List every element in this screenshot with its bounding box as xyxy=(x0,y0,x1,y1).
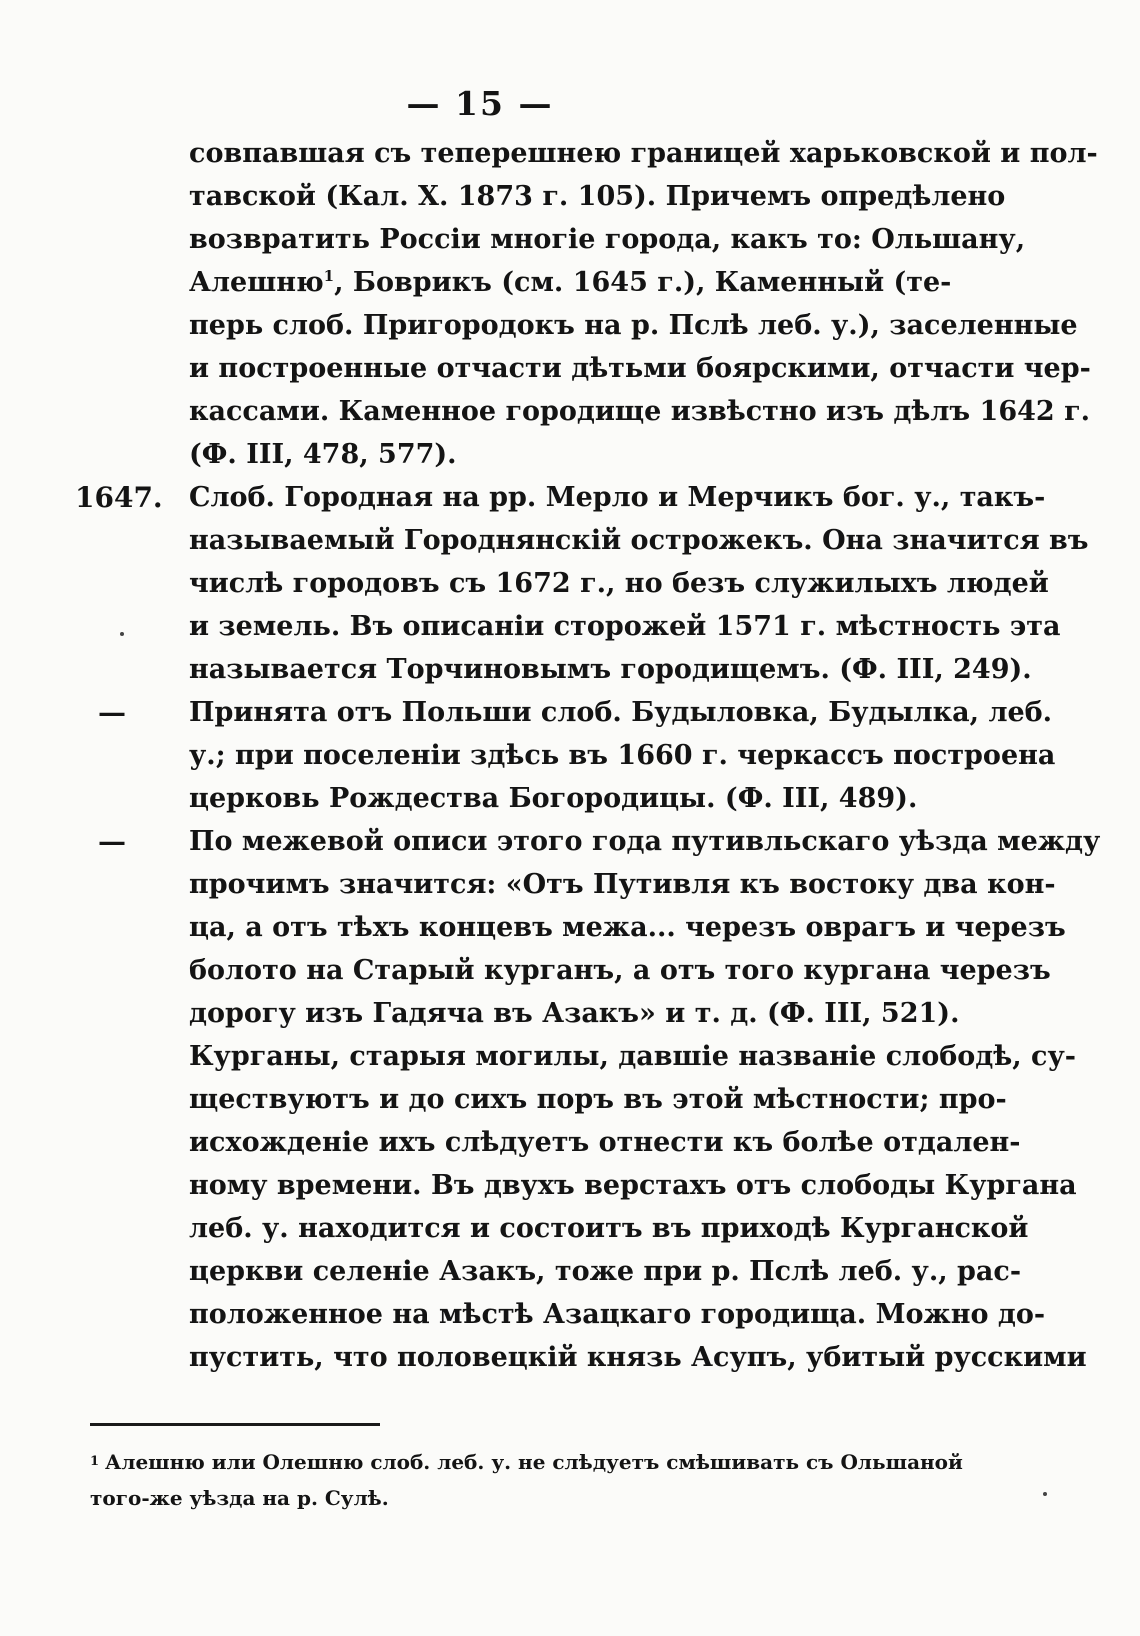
text-line: тавской (Кал. X. 1873 г. 105). Причемъ опредѣлено xyxy=(189,181,1006,212)
text-line: кассами. Каменное городище извѣстно изъ дѣлъ 1642 г. xyxy=(189,396,1091,427)
text-line: исхожденiе ихъ слѣдуетъ отнести къ болѣе отдален- xyxy=(189,1127,1021,1158)
text-line: Принята отъ Польши слоб. Будыловка, Будылка, леб. xyxy=(189,697,1053,728)
text-line: и построенные отчасти дѣтьми боярскими, отчасти чер- xyxy=(189,353,1091,384)
dash-marker: — xyxy=(98,825,126,858)
text-line: положенное на мѣстѣ Азацкаго городища. Можно до- xyxy=(189,1299,1046,1330)
text-line: совпавшая съ теперешнею границей харьковской и пол- xyxy=(189,138,1098,169)
page-number: — 15 — xyxy=(406,84,554,123)
text-line: Курганы, старыя могилы, давшiе названiе слободѣ, су- xyxy=(189,1041,1076,1072)
text-line: леб. у. находится и состоитъ въ приходѣ Курганской xyxy=(189,1213,1029,1244)
text-line: дорогу изъ Гадяча въ Азакъ» и т. д. (Ф. III, 521). xyxy=(189,998,960,1029)
text-line: у.; при поселенiи здѣсь въ 1660 г. черкассъ построена xyxy=(189,740,1056,771)
text-line: ному времени. Въ двухъ верстахъ отъ слободы Кургана xyxy=(189,1170,1077,1201)
footnote-line: того-же уѣзда на р. Сулѣ. xyxy=(90,1486,389,1510)
dash-marker: — xyxy=(98,696,126,729)
text-line: называется Торчиновымъ городищемъ. (Ф. III, 249). xyxy=(189,654,1032,685)
text-line: болото на Старый курганъ, а отъ того кургана черезъ xyxy=(189,955,1051,986)
text-line: возвратить Россiи многiе города, какъ то: Ольшану, xyxy=(189,224,1026,255)
text-line: ществуютъ и до сихъ поръ въ этой мѣстности; про- xyxy=(189,1084,1007,1115)
text-line: ца, а отъ тѣхъ концевъ межа... черезъ оврагъ и черезъ xyxy=(189,912,1066,943)
text-fragment: Алешню xyxy=(189,267,324,298)
text-line: прочимъ значится: «Отъ Путивля къ востоку два кон- xyxy=(189,869,1056,900)
text-line: (Ф. III, 478, 577). xyxy=(189,439,457,470)
text-line: числѣ городовъ съ 1672 г., но безъ служилыхъ людей xyxy=(189,568,1049,599)
footnote-text: Алешню или Олешню слоб. леб. у. не слѣдуетъ смѣшивать съ Ольшаной xyxy=(105,1450,963,1474)
scan-speck xyxy=(1043,1492,1047,1496)
text-line: церковь Рождества Богородицы. (Ф. III, 489). xyxy=(189,783,918,814)
scan-speck xyxy=(120,632,124,636)
text-line: По межевой описи этого года путивльскаго уѣзда между xyxy=(189,826,1101,857)
text-line-with-footnote xyxy=(189,265,952,301)
text-fragment: , Боврикъ (см. 1645 г.), Каменный (те- xyxy=(334,267,952,298)
text-line: перь слоб. Пригородокъ на р. Пслѣ леб. у.), заселенные xyxy=(189,310,1078,341)
text-line: пустить, что половецкiй князь Асупъ, убитый русскими xyxy=(189,1342,1087,1373)
footnote-line xyxy=(90,1448,963,1476)
footnote-mark: 1 xyxy=(90,1454,100,1469)
year-marker: 1647. xyxy=(75,481,163,514)
text-line: называемый Городнянскiй острожекъ. Она значится въ xyxy=(189,525,1089,556)
text-line: церкви селенiе Азакъ, тоже при р. Пслѣ леб. у., рас- xyxy=(189,1256,1022,1287)
text-line: и земель. Въ описанiи сторожей 1571 г. мѣстность эта xyxy=(189,611,1061,642)
footnote-separator xyxy=(90,1423,380,1426)
footnote-reference: 1 xyxy=(323,267,335,285)
text-line: Слоб. Городная на рр. Мерло и Мерчикъ бог. у., такъ- xyxy=(189,482,1046,513)
